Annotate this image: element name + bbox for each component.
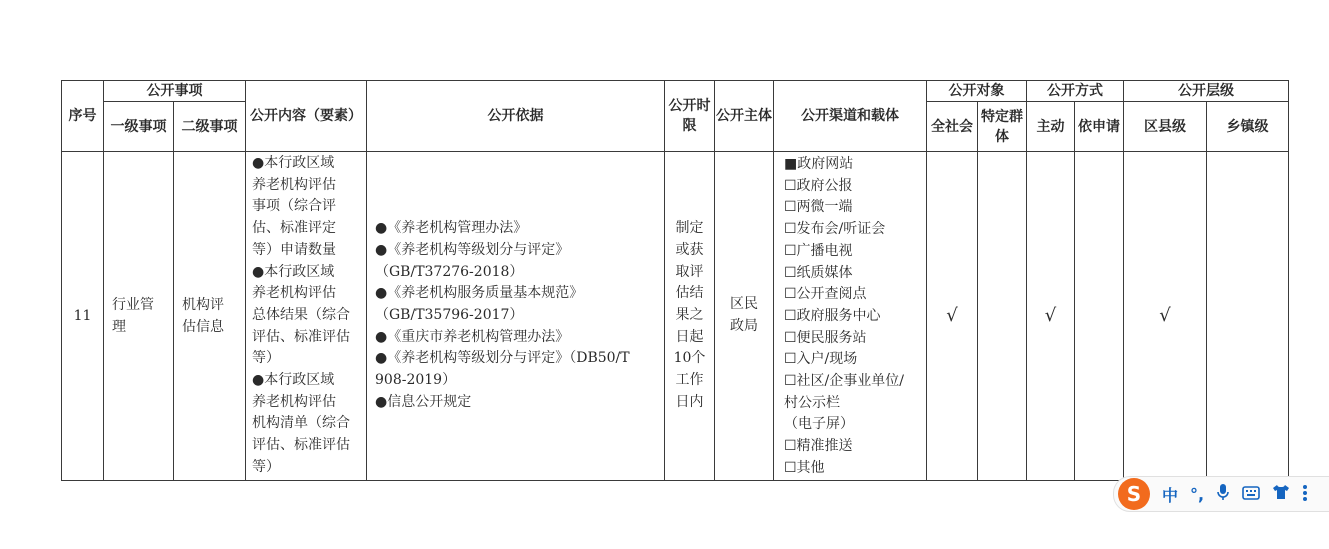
text-line: ☐政府公报 xyxy=(784,177,853,194)
header-all-society: 全社会 xyxy=(927,102,978,152)
shirt-icon[interactable] xyxy=(1272,484,1290,504)
text-line: 养老机构评估 xyxy=(252,285,336,302)
text-line: ☐其他 xyxy=(784,459,825,476)
header-level: 公开层级 xyxy=(1124,81,1289,102)
text-line: 估、标准评定 xyxy=(252,220,336,237)
sogou-logo-icon[interactable]: S xyxy=(1118,478,1150,510)
text-line: 日起 xyxy=(675,328,704,345)
text-line: 估结 xyxy=(675,285,704,302)
cell-level1: 行业管理 xyxy=(104,152,174,481)
text-line: 等） xyxy=(252,350,280,367)
text-line: ●《养老机构服务质量基本规范》 xyxy=(375,285,584,302)
text-line: ☐精准推送 xyxy=(784,438,853,455)
text-line: ☐便民服务站 xyxy=(784,329,867,346)
ime-lang-toggle[interactable]: 中 xyxy=(1162,485,1179,505)
header-active: 主动 xyxy=(1027,102,1075,152)
text-line: ☐社区/企事业单位/ xyxy=(784,373,904,390)
text-line: ●《养老机构等级划分与评定》（DB50/T xyxy=(375,350,630,367)
cell-on-request xyxy=(1075,152,1124,481)
microphone-icon[interactable] xyxy=(1216,483,1230,505)
text-line: 村公示栏 xyxy=(784,394,840,411)
ime-punct-toggle[interactable]: °, xyxy=(1190,484,1205,504)
header-target: 公开对象 xyxy=(927,81,1027,102)
text-line: ☐政府服务中心 xyxy=(784,307,881,324)
text-line: ■政府网站 xyxy=(784,156,854,172)
cell-district: √ xyxy=(1124,152,1207,481)
text-line: ●《养老机构管理办法》 xyxy=(375,220,528,237)
header-channel: 公开渠道和载体 xyxy=(774,81,927,152)
text-line: ●信息公开规定 xyxy=(375,393,472,410)
cell-town xyxy=(1207,152,1289,481)
text-line: 评估、标准评估 xyxy=(252,328,350,345)
cell-time-limit xyxy=(665,152,715,481)
ime-toolbar[interactable] xyxy=(1113,476,1329,512)
text-line: ●本行政区域 xyxy=(252,372,335,389)
text-line: 养老机构评估 xyxy=(252,393,336,410)
text-line: ☐发布会/听证会 xyxy=(784,221,886,238)
text-line: 或获 xyxy=(675,241,704,258)
text-line: 制定 xyxy=(675,220,704,237)
header-time-limit: 公开时限 xyxy=(665,81,715,152)
text-line: （电子屏） xyxy=(784,416,854,433)
text-line: 养老机构评估 xyxy=(252,176,336,193)
header-level2: 二级事项 xyxy=(174,102,246,152)
text-line: ☐广播电视 xyxy=(784,242,853,259)
text-line: 事项（综合评 xyxy=(252,198,336,215)
header-subject: 公开主体 xyxy=(715,81,774,152)
cell-active: √ xyxy=(1027,152,1075,481)
cell-channel xyxy=(774,152,927,481)
text-line: 908-2019） xyxy=(375,372,457,389)
text-line: ●本行政区域 xyxy=(252,155,335,171)
text-line: 10个 xyxy=(673,350,706,367)
text-line: ●本行政区域 xyxy=(252,263,335,280)
header-district: 区县级 xyxy=(1124,102,1207,152)
text-line: 工作 xyxy=(675,372,704,389)
header-specific-group: 特定群体 xyxy=(978,102,1027,152)
text-line: 果之 xyxy=(675,306,704,323)
header-public-item: 公开事项 xyxy=(104,81,246,102)
cell-content xyxy=(246,152,367,481)
text-line: ☐公开查阅点 xyxy=(784,286,867,303)
cell-subject xyxy=(715,152,774,481)
text-line: 总体结果（综合 xyxy=(252,306,350,323)
text-line: ☐入户/现场 xyxy=(784,351,858,368)
text-line: 机构清单（综合 xyxy=(252,415,350,432)
header-on-request: 依申请 xyxy=(1075,102,1124,152)
keyboard-icon[interactable] xyxy=(1242,485,1260,504)
header-seq: 序号 xyxy=(62,81,104,152)
text-line: （GB/T35796-2017） xyxy=(375,306,524,323)
cell-seq: 11 xyxy=(62,152,104,481)
cell-all-society: √ xyxy=(927,152,978,481)
text-line: 区民 xyxy=(730,296,758,313)
text-line: 取评 xyxy=(675,263,704,280)
text-line: 日内 xyxy=(675,393,704,410)
text-line: ☐两微一端 xyxy=(784,199,853,216)
text-line: ☐纸质媒体 xyxy=(784,264,853,281)
header-content: 公开内容（要素） xyxy=(246,81,367,152)
text-line: 政局 xyxy=(730,317,758,334)
header-town: 乡镇级 xyxy=(1207,102,1289,152)
text-line: ●《重庆市养老机构管理办法》 xyxy=(375,328,570,345)
text-line: ●《养老机构等级划分与评定》 xyxy=(375,241,570,258)
text-line: 等）申请数量 xyxy=(252,241,336,258)
header-basis: 公开依据 xyxy=(367,81,665,152)
header-level1: 一级事项 xyxy=(104,102,174,152)
header-method: 公开方式 xyxy=(1027,81,1124,102)
cell-level2: 机构评估信息 xyxy=(174,152,246,481)
text-line: （GB/T37276-2018） xyxy=(375,263,524,280)
cell-specific-group xyxy=(978,152,1027,481)
cell-basis xyxy=(367,152,665,481)
text-line: 等） xyxy=(252,458,280,475)
disclosure-table xyxy=(61,80,1289,481)
more-icon[interactable] xyxy=(1302,483,1308,505)
text-line: 评估、标准评估 xyxy=(252,437,350,454)
